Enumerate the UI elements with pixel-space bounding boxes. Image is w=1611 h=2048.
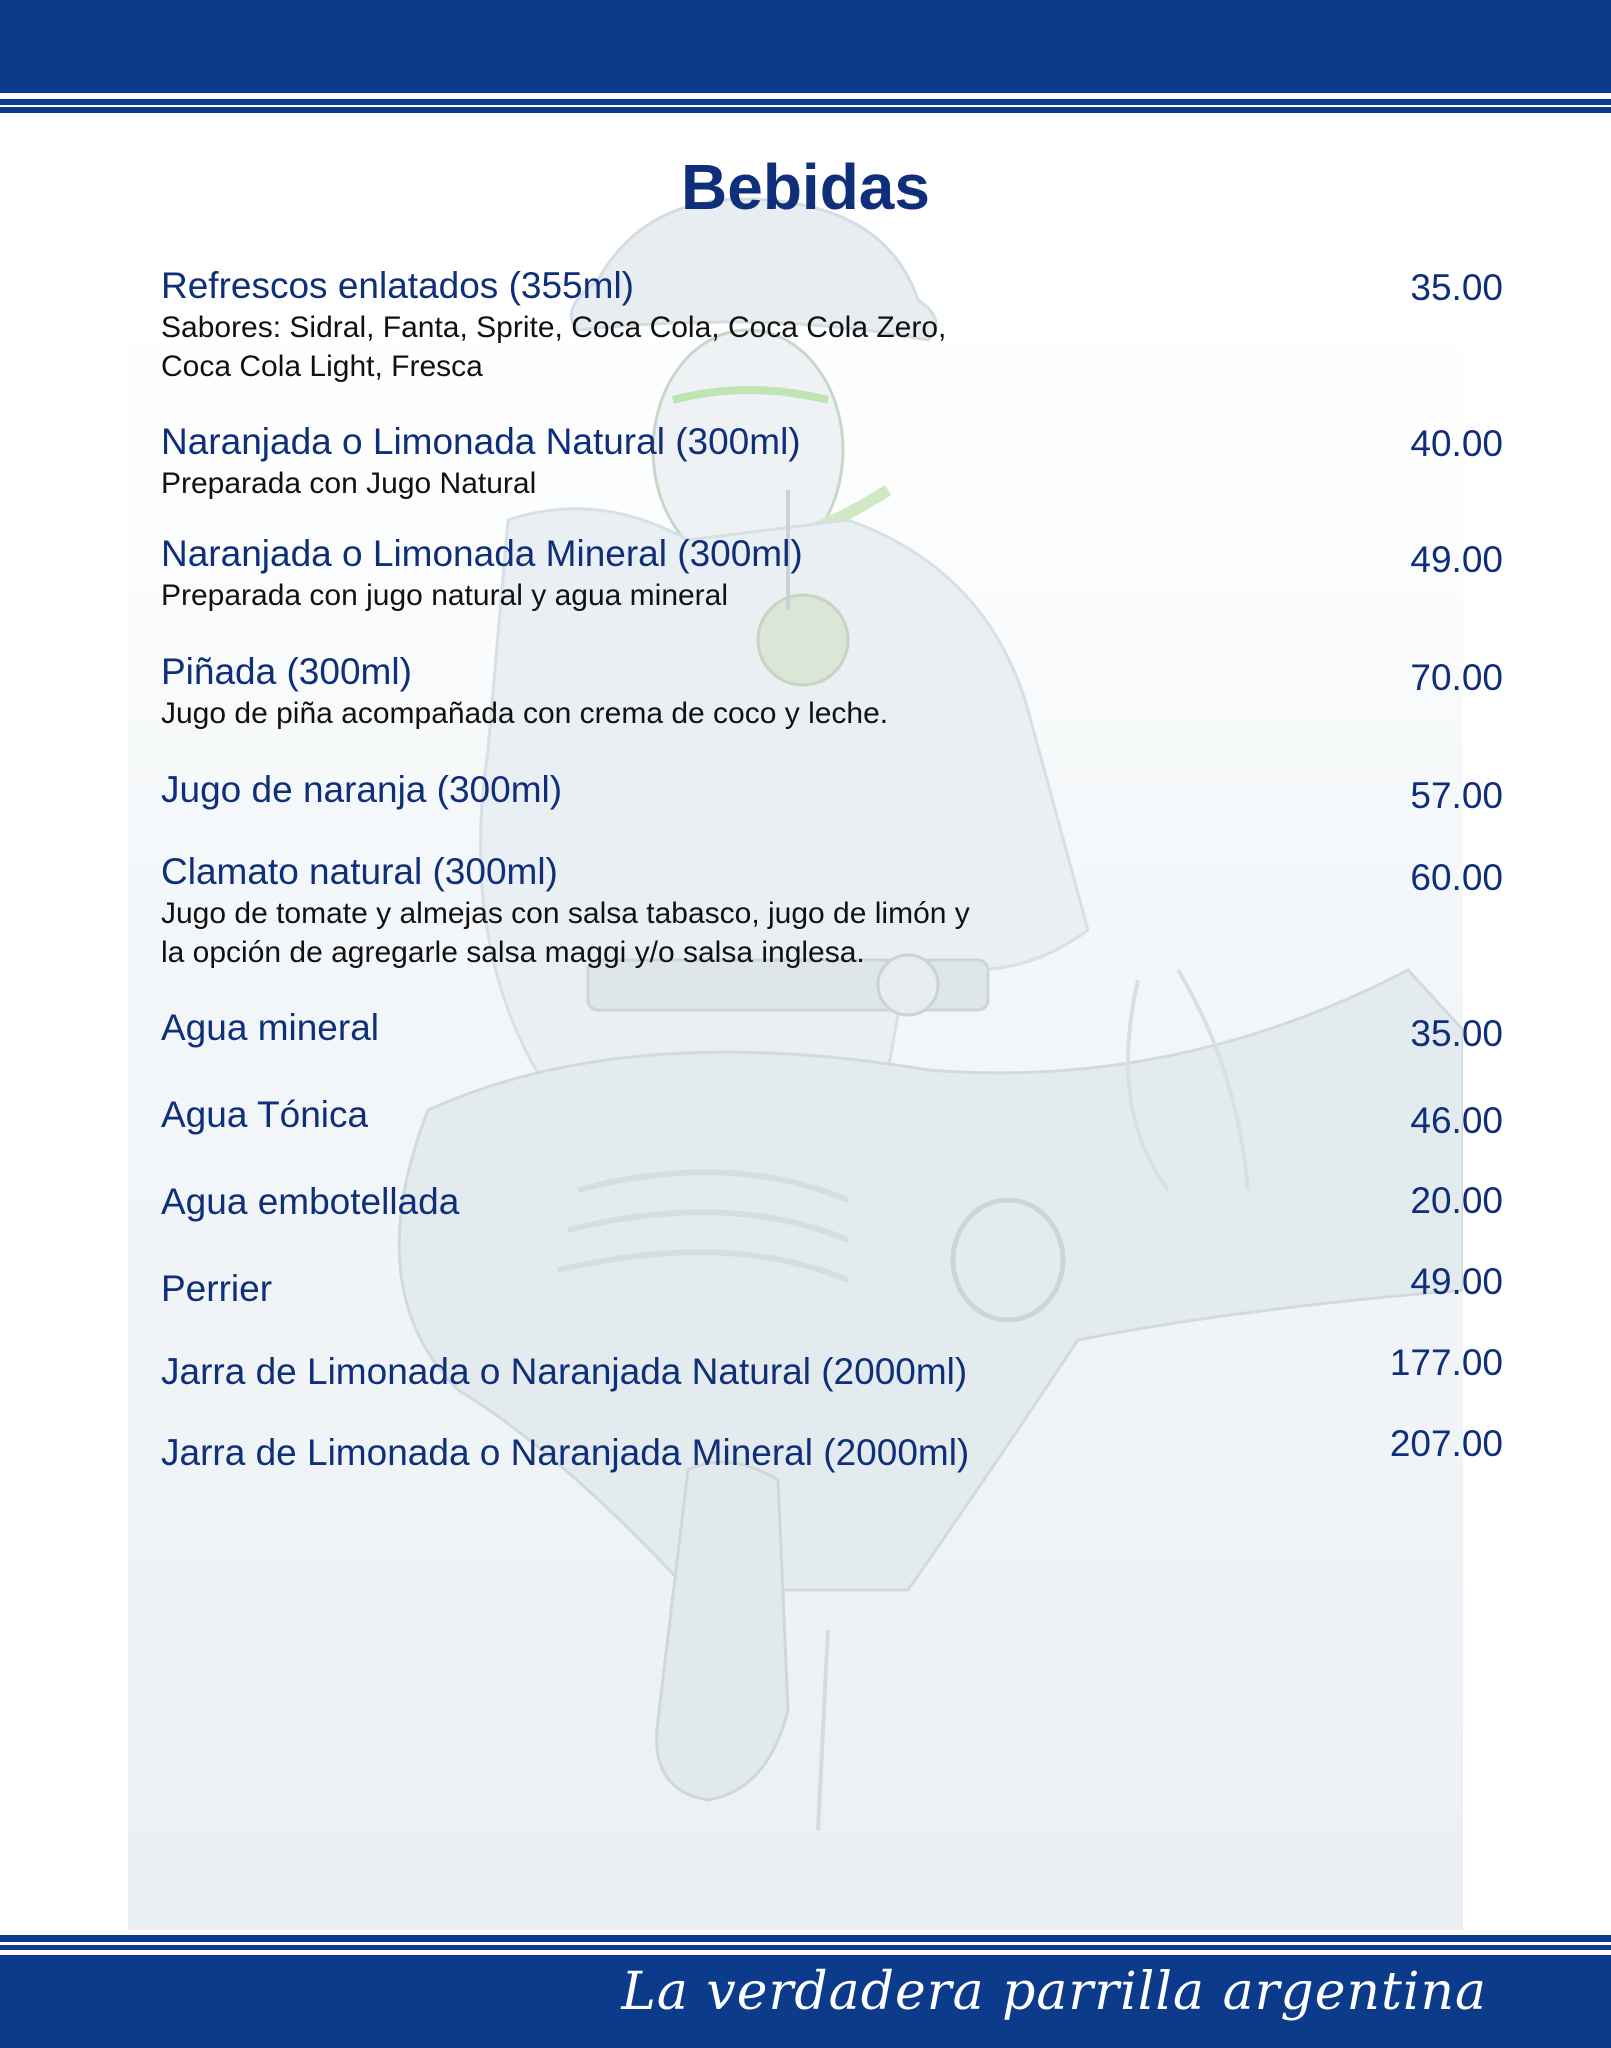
menu-item — [161, 1006, 1503, 1054]
item-description: Jugo de piña acompañada con crema de coco y leche. — [161, 697, 889, 730]
item-price: 60.00 — [1410, 857, 1503, 898]
item-price: 20.00 — [1410, 1180, 1503, 1221]
menu-item — [161, 768, 1503, 816]
menu-item — [161, 1180, 1503, 1224]
item-name: Agua mineral — [161, 1007, 380, 1048]
item-name: Refrescos enlatados (355ml) — [161, 265, 634, 306]
item-price: 57.00 — [1410, 775, 1503, 816]
item-price: 46.00 — [1410, 1100, 1503, 1141]
header-band — [0, 0, 1611, 93]
item-price: 40.00 — [1410, 423, 1503, 464]
item-description: Sabores: Sidral, Fanta, Sprite, Coca Cola, Coca Cola Zero, Coca Cola Light, Fresca — [161, 311, 947, 383]
menu-item — [161, 264, 1503, 386]
item-description: Jugo de tomate y almejas con salsa tabasco, jugo de limón y la opción de agregarle salsa maggi y/o salsa inglesa. — [161, 897, 970, 969]
menu-item — [161, 650, 1503, 733]
item-name: Jugo de naranja (300ml) — [161, 769, 563, 810]
page-title: Bebidas — [681, 151, 930, 223]
item-price: 35.00 — [1410, 1013, 1503, 1054]
item-price: 177.00 — [1389, 1342, 1503, 1383]
item-description: Preparada con jugo natural y agua mineral — [161, 579, 729, 612]
item-name: Agua Tónica — [161, 1094, 369, 1135]
menu-item — [161, 850, 1503, 972]
item-description: Preparada con Jugo Natural — [161, 467, 537, 500]
menu-item — [161, 1261, 1503, 1311]
footer-tagline: La verdadera parrilla argentina — [621, 1962, 1487, 2022]
item-name: Agua embotellada — [161, 1181, 460, 1222]
footer-stripe — [0, 1945, 1611, 1950]
item-name: Jarra de Limonada o Naranjada Natural (2000ml) — [161, 1351, 968, 1392]
item-price: 35.00 — [1410, 267, 1503, 308]
menu-item — [161, 1093, 1503, 1141]
item-price: 49.00 — [1410, 539, 1503, 580]
header-stripe — [0, 107, 1611, 113]
item-name: Perrier — [161, 1268, 273, 1309]
item-name: Piñada (300ml) — [161, 651, 412, 692]
menu-item — [161, 1342, 1503, 1394]
item-name: Naranjada o Limonada Natural (300ml) — [161, 421, 801, 462]
item-price: 207.00 — [1389, 1423, 1503, 1464]
footer-stripe — [0, 1935, 1611, 1942]
menu-item — [161, 1423, 1503, 1475]
item-name: Jarra de Limonada o Naranjada Mineral (2000ml) — [161, 1432, 970, 1473]
menu-item — [161, 532, 1503, 615]
menu-item — [161, 420, 1503, 503]
item-price: 49.00 — [1410, 1261, 1503, 1302]
item-name: Clamato natural (300ml) — [161, 851, 558, 892]
item-price: 70.00 — [1410, 657, 1503, 698]
item-name: Naranjada o Limonada Mineral (300ml) — [161, 533, 803, 574]
header-stripe — [0, 99, 1611, 105]
